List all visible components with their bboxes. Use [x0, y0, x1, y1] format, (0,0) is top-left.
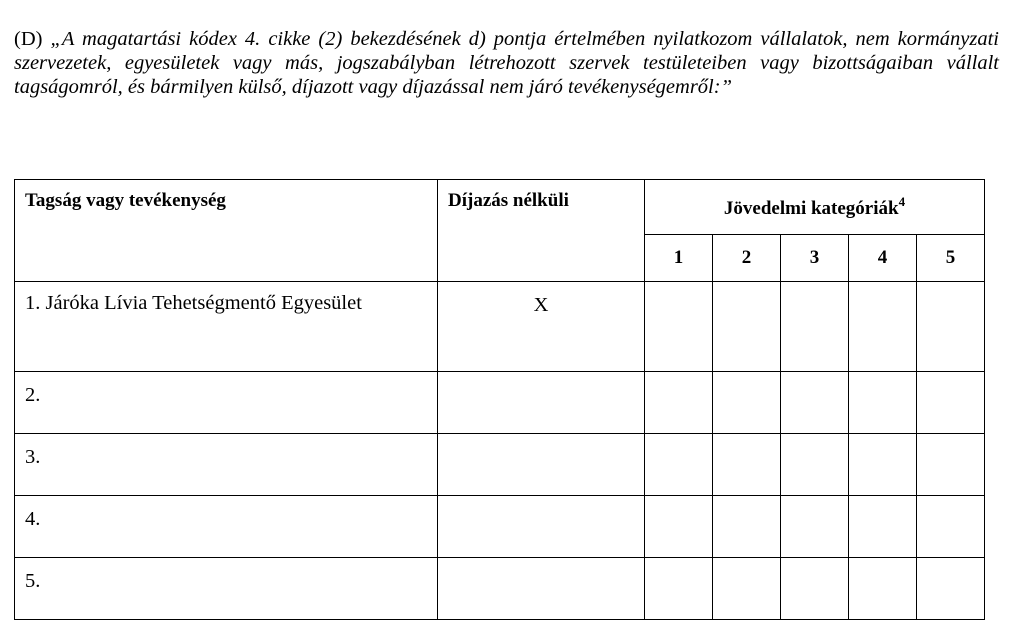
row-category-cell [917, 558, 985, 620]
header-activity: Tagság vagy tevékenység [15, 180, 438, 282]
row-category-cell [781, 434, 849, 496]
row-category-cell [917, 434, 985, 496]
row-unpaid-mark [438, 434, 645, 496]
row-category-cell [781, 282, 849, 372]
header-category-3: 3 [781, 235, 849, 282]
row-category-cell [781, 372, 849, 434]
row-category-cell [713, 558, 781, 620]
row-category-cell [849, 558, 917, 620]
row-unpaid-mark [438, 372, 645, 434]
row-category-cell [645, 558, 713, 620]
row-unpaid-mark [438, 558, 645, 620]
declaration-label: (D) [14, 27, 51, 50]
row-category-cell [917, 282, 985, 372]
membership-table [14, 179, 985, 620]
table-row [15, 558, 985, 620]
header-income-label: Jövedelmi kategóriák [723, 198, 899, 219]
row-category-cell [849, 434, 917, 496]
row-category-cell [781, 558, 849, 620]
table-row [15, 496, 985, 558]
row-category-cell [645, 496, 713, 558]
declaration-text [14, 27, 999, 99]
header-category-1: 1 [645, 235, 713, 282]
row-category-cell [917, 496, 985, 558]
table-row [15, 372, 985, 434]
row-category-cell [849, 372, 917, 434]
row-category-cell [849, 496, 917, 558]
row-unpaid-mark: X [438, 282, 645, 372]
table-row [15, 434, 985, 496]
row-category-cell [713, 434, 781, 496]
row-category-cell [645, 372, 713, 434]
header-unpaid: Díjazás nélküli [438, 180, 645, 282]
header-income-categories [645, 180, 985, 235]
row-activity: 5. [15, 558, 438, 620]
row-activity: 2. [15, 372, 438, 434]
table-row [15, 282, 985, 372]
row-category-cell [713, 372, 781, 434]
row-unpaid-mark [438, 496, 645, 558]
header-category-5: 5 [917, 235, 985, 282]
footnote-marker: 4 [898, 194, 906, 209]
row-category-cell [781, 496, 849, 558]
row-activity: 4. [15, 496, 438, 558]
declaration-quote: „A magatartási kódex 4. cikke (2) bekezdésének d) pontja értelmében nyilatkozom vállalatok, nem kormányzati szervezetek, egyesületek vagy más, jogszabályban létrehozott szervek testületeiben vagy bizottságaiban vállalt tagságomról, és bármilyen külső, díjazott vagy díjazással nem járó tevékenységemről:” [14, 27, 999, 98]
header-category-4: 4 [849, 235, 917, 282]
header-category-2: 2 [713, 235, 781, 282]
row-category-cell [849, 282, 917, 372]
row-category-cell [917, 372, 985, 434]
row-category-cell [645, 434, 713, 496]
row-activity: 3. [15, 434, 438, 496]
row-category-cell [713, 282, 781, 372]
row-category-cell [645, 282, 713, 372]
row-activity: 1. Járóka Lívia Tehetségmentő Egyesület [15, 282, 438, 372]
row-category-cell [713, 496, 781, 558]
table-header-row [15, 180, 985, 235]
